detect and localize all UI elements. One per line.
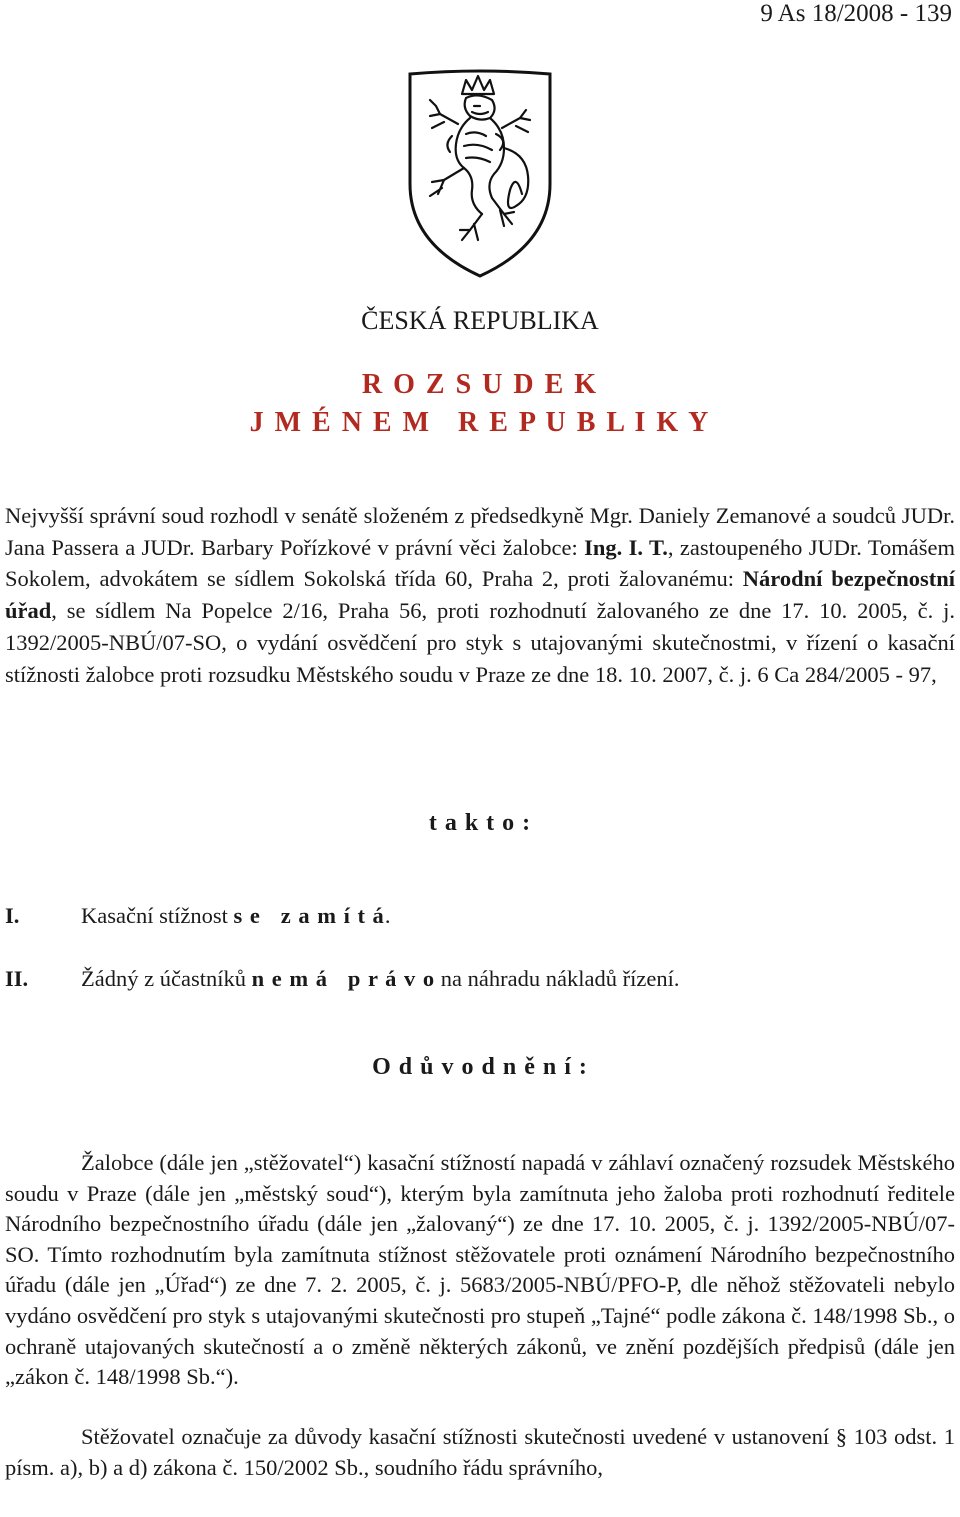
intro-text-1: Nejvyšší správní soud rozhodl v senátě složeném z předsedkyně Mgr. Daniely Zemanové a soudců JUDr. Jana Passera a JUDr. Barbary Pořízkové v právní věci žalobce: — [5, 503, 955, 560]
intro-text-3: , se sídlem Na Popelce 2/16, Praha 56, proti rozhodnutí žalovaného ze dne 17. 10. 2005, č. j. 1392/2005-NBÚ/07-SO, o vydání osvědčení pro styk s utajovanými skutečnostmi, v řízení o kasační stížnosti žalobce proti rozsudku Městského soudu v Praze ze dne 18. 10. 2007, č. j. 6 Ca 284/2005 - 97, — [5, 598, 955, 687]
judgment-title: R O Z S U D E K — [361, 369, 599, 400]
reasons-heading: O d ů v o d n ě n í : — [372, 1054, 588, 1080]
verdict-text — [81, 903, 390, 929]
coat-of-arms-icon — [400, 64, 560, 280]
country-name: ČESKÁ REPUBLIKA — [361, 306, 599, 335]
intro-text-2: , zastoupeného JUDr. Tomášem Sokolem, advokátem se sídlem Sokolská třída 60, Praha 2, proti žalovanému: — [5, 534, 955, 592]
verdict-emphasis: n e m á p r á v o — [251, 966, 436, 991]
reasons-paragraph-1 — [5, 1148, 955, 1393]
intro-paragraph — [5, 500, 955, 690]
plaintiff-name: Ing. I. T. — [584, 534, 668, 560]
verdict-emphasis: s e z a m í t á — [233, 903, 385, 928]
defendant-name: Národní bezpečnostní úřad — [5, 566, 955, 624]
judgment-subtitle: J M É N E M R E P U B L I K Y — [249, 407, 711, 438]
verdict-text-before: Žádný z účastníků — [81, 966, 252, 991]
verdict-text-before: Kasační stížnost — [81, 903, 234, 928]
verdict-text-after: . — [384, 903, 391, 928]
verdict-number: I. — [5, 903, 20, 928]
verdict-text — [81, 966, 679, 992]
case-reference: 9 As 18/2008 - 139 — [760, 0, 952, 27]
paragraph-text: Stěžovatel označuje za důvody kasační stížnosti skutečnosti uvedené v ustanovení § 103 odst. 1 písm. a), b) a d) zákona č. 150/2002 Sb., soudního řádu správního, — [5, 1424, 955, 1480]
paragraph-text: Žalobce (dále jen „stěžovatel“) kasační stížností napadá v záhlaví označený rozsudek Městského soudu v Praze (dále jen „městský soud“), kterým byla zamítnuta jeho žaloba proti rozhodnutí ředitele Národního bezpečnostního úřadu (dále jen „žalovaný“) ze dne 17. 10. 2005, č. j. 1392/2005-NBÚ/07-SO. Tímto rozhodnutím byla zamítnuta stížnost stěžovatele proti oznámení Národního bezpečnostního úřadu (dále jen „Úřad“) ze dne 7. 2. 2005, č. j. 5683/2005-NBÚ/PFO-P, dle něhož stěžovateli nebylo vydáno osvědčení pro styk s utajovanými skutečnosti pro stupeň „Tajné“ podle zákona č. 148/1998 Sb., o ochraně utajovaných skutečností a o změně některých zákonů, ve znění pozdějších předpisů (dále jen „zákon č. 148/1998 Sb.“). — [5, 1150, 955, 1390]
verdict-number: II. — [5, 966, 29, 991]
reasons-paragraph-2 — [5, 1422, 955, 1483]
verdict-text-after: na náhradu nákladů řízení. — [435, 966, 680, 991]
takto-heading: t a k t o : — [428, 810, 532, 836]
